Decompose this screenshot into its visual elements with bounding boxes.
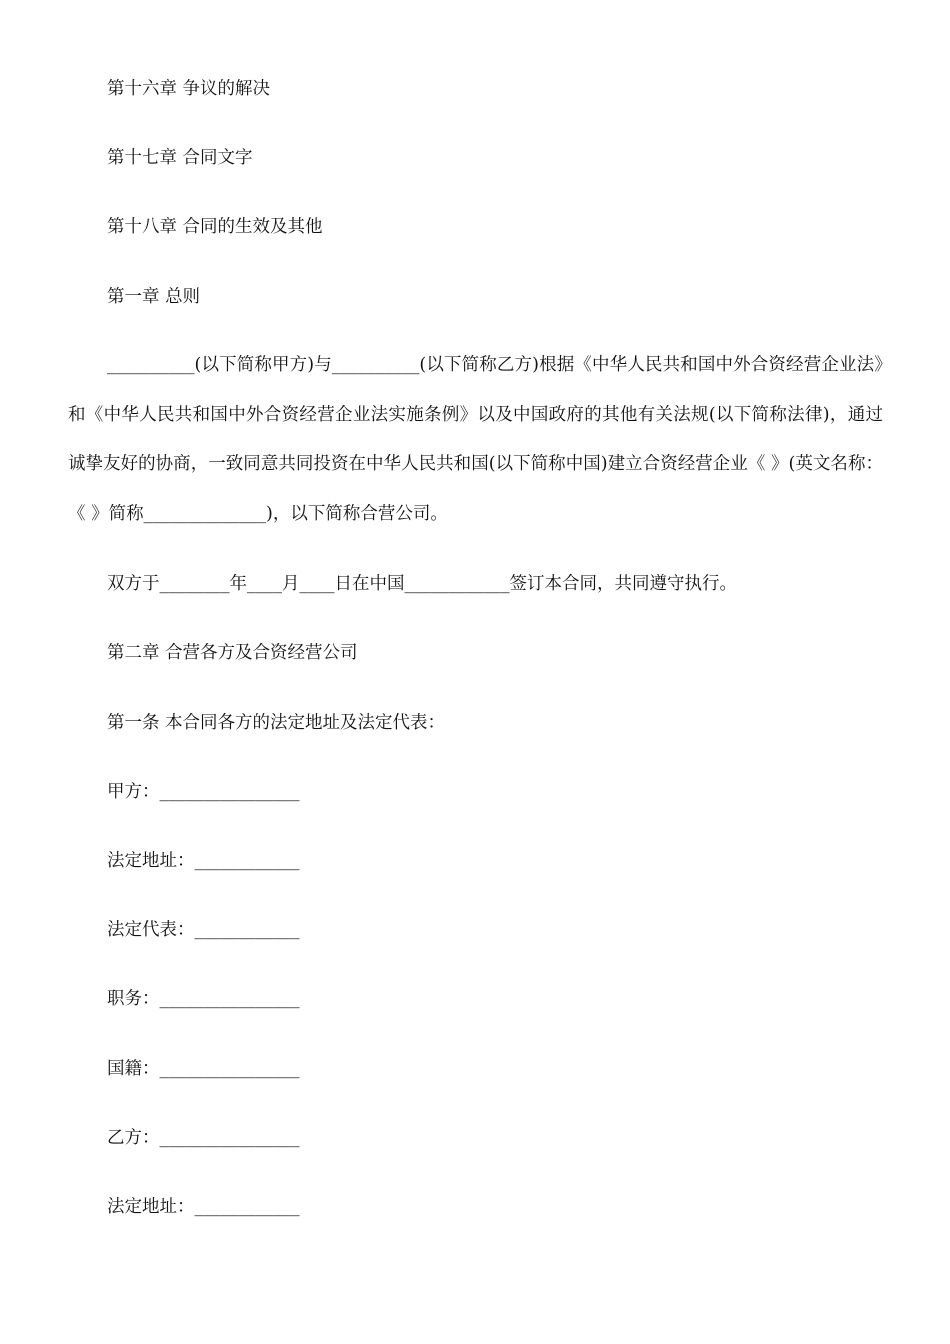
article-1-heading: 第一条 本合同各方的法定地址及法定代表： bbox=[107, 713, 446, 733]
party-a-position-field: 职务：________________ bbox=[107, 989, 300, 1009]
toc-chapter-17: 第十七章 合同文字 bbox=[107, 148, 253, 168]
toc-chapter-18: 第十八章 合同的生效及其他 bbox=[107, 217, 323, 237]
party-a-nationality-field: 国籍：________________ bbox=[107, 1059, 300, 1079]
toc-chapter-16: 第十六章 争议的解决 bbox=[107, 79, 271, 99]
chapter-2-title: 第二章 合营各方及合资经营公司 bbox=[107, 643, 358, 663]
chapter-1-title: 第一章 总则 bbox=[107, 287, 201, 307]
chapter-1-paragraph-1: __________(以下简称甲方)与__________(以下简称乙方)根据《中华人民共和国中外合资经营企业法》和《中华人民共和国中外合资经营企业法实施条例》以及中国政府的其他有关法规(以下简称法律)，通过诚挚友好的协商，一致同意共同投资在中华人民共和国(以下简称中国)建立合资经营企业《 》(英文名称：《 》简称______________)，以下简称合营公司。 bbox=[68, 355, 883, 524]
chapter-1-paragraph-2: 双方于________年____月____日在中国____________签订本合同，共同遵守执行。 bbox=[107, 574, 737, 594]
party-a-address-field: 法定地址：____________ bbox=[107, 851, 300, 871]
party-b-address-field: 法定地址：____________ bbox=[107, 1197, 300, 1217]
party-a-representative-field: 法定代表：____________ bbox=[107, 920, 300, 940]
party-b-field: 乙方：________________ bbox=[107, 1128, 300, 1148]
party-a-field: 甲方：________________ bbox=[107, 782, 300, 802]
